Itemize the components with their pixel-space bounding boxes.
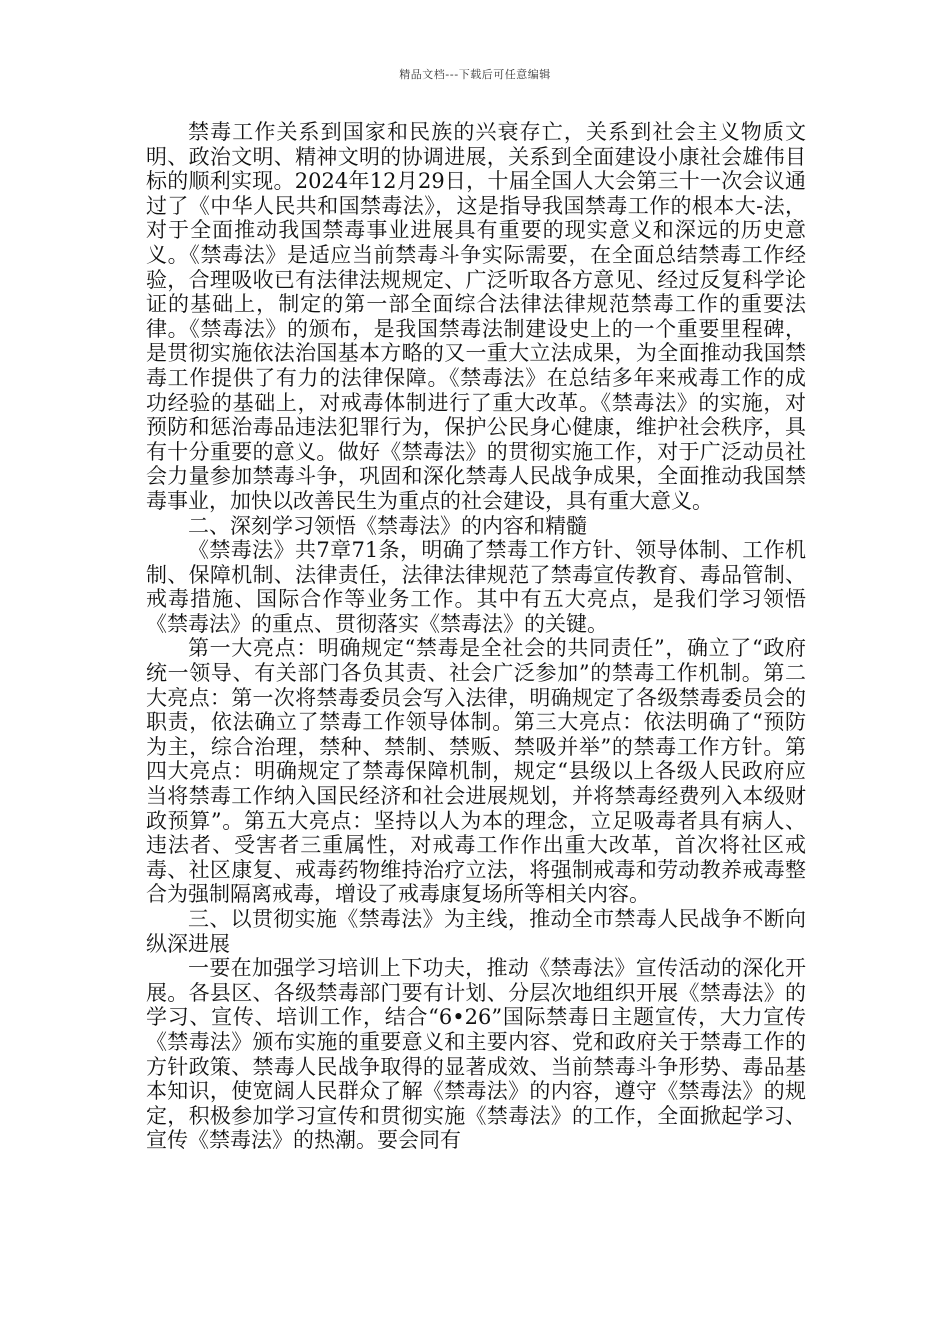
paragraph-training: 一要在加强学习培训上下功夫，推动《禁毒法》宣传活动的深化开展。各县区、各级禁毒部门要有计划、分层次地组织开展《禁毒法》的学习、宣传、培训工作，结合“6•26”国际禁毒日主题宣传，大力宣传《禁毒法》颁布实施的重要意义和主要内容、党和政府关于禁毒工作的方针政策、禁毒人民战争取得的显著成效、当前禁毒斗争形势、毒品基本知识，使宽阔人民群众了解《禁毒法》的内容，遵守《禁毒法》的规定，积极参加学习宣传和贯彻实施《禁毒法》的工作，全面掀起学习、宣传《禁毒法》的热潮。要会同有 [146,956,806,1153]
paragraph-highlights: 第一大亮点：明确规定“禁毒是全社会的共同责任”，确立了“政府统一领导、有关部门各负其责、社会广泛参加”的禁毒工作机制。第二大亮点：第一次将禁毒委员会写入法律，明确规定了各级禁毒委员会的职责，依法确立了禁毒工作领导体制。第三大亮点：依法明确了“预防为主，综合治理，禁种、禁制、禁贩、禁吸并举”的禁毒工作方针。第四大亮点：明确规定了禁毒保障机制，规定“县级以上各级人民政府应当将禁毒工作纳入国民经济和社会进展规划，并将禁毒经费列入本级财政预算”。第五大亮点：坚持以人为本的理念，立足吸毒者具有病人、违法者、受害者三重属性，对戒毒工作作出重大改革，首次将社区戒毒、社区康复、戒毒药物维持治疗立法，将强制戒毒和劳动教养戒毒整合为强制隔离戒毒，增设了戒毒康复场所等相关内容。 [146,636,806,907]
page-header: 精品文档---下载后可任意编辑 [399,68,551,81]
section-heading-3: 三、以贯彻实施《禁毒法》为主线，推动全市禁毒人民战争不断向纵深进展 [146,907,806,956]
document-body [146,120,806,1153]
section-heading-2: 二、深刻学习领悟《禁毒法》的内容和精髓 [188,513,587,538]
paragraph-intro: 禁毒工作关系到国家和民族的兴衰存亡，关系到社会主义物质文明、政治文明、精神文明的协调进展，关系到全面建设小康社会雄伟目标的顺利实现。2024年12月29日，十届全国人大会第三十一次会议通过了《中华人民共和国禁毒法》，这是指导我国禁毒工作的根本大-法，对于全面推动我国禁毒事业进展具有重要的现实意义和深远的历史意义。《禁毒法》是适应当前禁毒斗争实际需要，在全面总结禁毒工作经验，合理吸收已有法律法规规定、广泛听取各方意见、经过反复科学论证的基础上，制定的第一部全面综合法律法律规范禁毒工作的重要法律。《禁毒法》的颁布，是我国禁毒法制建设史上的一个重要里程碑，是贯彻实施依法治国基本方略的又一重大立法成果，为全面推动我国禁毒工作提供了有力的法律保障。《禁毒法》在总结多年来戒毒工作的成功经验的基础上，对戒毒体制进行了重大改革。《禁毒法》的实施，对预防和惩治毒品违法犯罪行为，保护公民身心健康，维护社会秩序，具有十分重要的意义。做好《禁毒法》的贯彻实施工作，对于广泛动员社会力量参加禁毒斗争，巩固和深化禁毒人民战争成果，全面推动我国禁毒事业，加快以改善民生为重点的社会建设，具有重大意义。 [146,120,806,513]
paragraph-overview: 《禁毒法》共7章71条，明确了禁毒工作方针、领导体制、工作机制、保障机制、法律责任，法律法律规范了禁毒宣传教育、毒品管制、戒毒措施、国际合作等业务工作。其中有五大亮点，是我们学习领悟《禁毒法》的重点、贯彻落实《禁毒法》的关键。 [146,538,806,636]
